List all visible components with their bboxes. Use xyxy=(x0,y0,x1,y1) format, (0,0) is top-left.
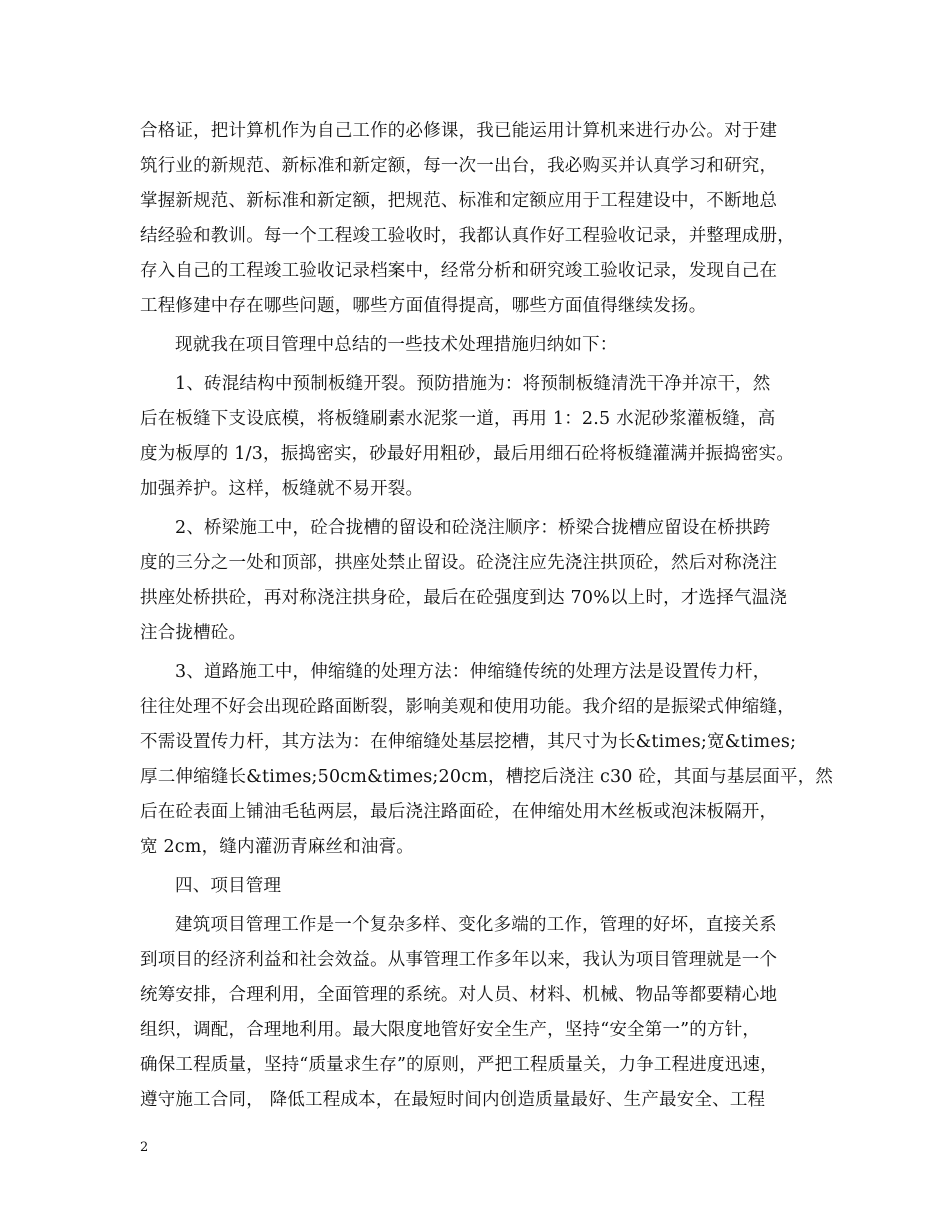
text-line: 度的三分之一处和顶部，拱座处禁止留设。砼浇注应先浇注拱顶砼，然后对称浇注 xyxy=(140,553,778,573)
text-line: 筑行业的新规范、新标准和新定额，每一次一出台，我必购买并认真学习和研究， xyxy=(140,156,778,176)
text-line: 注合拢槽砼。 xyxy=(140,623,247,643)
text-line: 存入自己的工程竣工验收记录档案中，经常分析和研究竣工验收记录，发现自己在 xyxy=(140,261,778,281)
page-number: 2 xyxy=(140,1140,149,1155)
text-line: 加强养护。这样，板缝就不易开裂。 xyxy=(140,479,424,499)
text-line: 后在砼表面上铺油毛毡两层，最后浇注路面砼，在伸缩处用木丝板或泡沫板隔开， xyxy=(140,802,778,822)
paragraph-intro: 现就我在项目管理中总结的一些技术处理措施归纳如下： xyxy=(175,335,618,355)
text-line: 厚二伸缩缝长&times;50cm&times;20cm，槽挖后浇注 c30 砼，其面与基层面平，然 xyxy=(140,767,834,787)
text-line: 统筹安排，合理利用，全面管理的系统。对人员、材料、机械、物品等都要精心地 xyxy=(140,985,778,1005)
text-line: 工程修建中存在哪些问题，哪些方面值得提高，哪些方面值得继续发扬。 xyxy=(140,296,707,316)
text-line: 确保工程质量，坚持“质量求生存”的原则，严把工程质量关，力争工程进度迅速， xyxy=(140,1055,778,1075)
paragraph-item-3: 3、道路施工中，伸缩缝的处理方法：伸缩缝传统的处理方法是设置传力杆， xyxy=(175,662,771,682)
text-line: 结经验和教训。每一个工程竣工验收时，我都认真作好工程验收记录，并整理成册， xyxy=(140,226,795,246)
paragraph-project-management: 建筑项目管理工作是一个复杂多样、变化多端的工作，管理的好坏，直接关系 xyxy=(175,915,777,935)
text-line: 度为板厚的 1/3，振捣密实，砂最好用粗砂，最后用细石砼将板缝灌满并振捣密实。 xyxy=(140,444,795,464)
text-line: 后在板缝下支设底模，将板缝刷素水泥浆一道，再用 1：2.5 水泥砂浆灌板缝，高 xyxy=(140,409,776,429)
text-line: 遵守施工合同， 降低工程成本，在最短时间内创造质量最好、生产最安全、工程 xyxy=(140,1090,766,1110)
paragraph-item-1: 1、砖混结构中预制板缝开裂。预防措施为：将预制板缝清洗干净并凉干，然 xyxy=(175,374,771,394)
text-line: 往往处理不好会出现砼路面断裂，影响美观和使用功能。我介绍的是振梁式伸缩缝， xyxy=(140,697,795,717)
text-line: 组织，调配，合理地利用。最大限度地管好安全生产，坚持“安全第一”的方针， xyxy=(140,1020,761,1040)
text-line: 不需设置传力杆，其方法为：在伸缩缝处基层挖槽，其尺寸为长&times;宽&times; xyxy=(140,732,797,752)
text-line: 拱座处桥拱砼，再对称浇注拱身砼，最后在砼强度到达 70%以上时，才选择气温浇 xyxy=(140,588,788,608)
text-line: 到项目的经济利益和社会效益。从事管理工作多年以来，我认为项目管理就是一个 xyxy=(140,950,778,970)
text-line: 合格证，把计算机作为自己工作的必修课，我已能运用计算机来进行办公。对于建 xyxy=(140,121,778,141)
text-line: 掌握新规范、新标准和新定额，把规范、标准和定额应用于工程建设中，不断地总 xyxy=(140,191,778,211)
paragraph-item-2: 2、桥梁施工中，砼合拢槽的留设和砼浇注顺序：桥梁合拢槽应留设在桥拱跨 xyxy=(175,518,771,538)
text-line: 宽 2cm，缝内灌沥青麻丝和油膏。 xyxy=(140,837,414,857)
section-heading-project-management: 四、项目管理 xyxy=(175,876,282,896)
